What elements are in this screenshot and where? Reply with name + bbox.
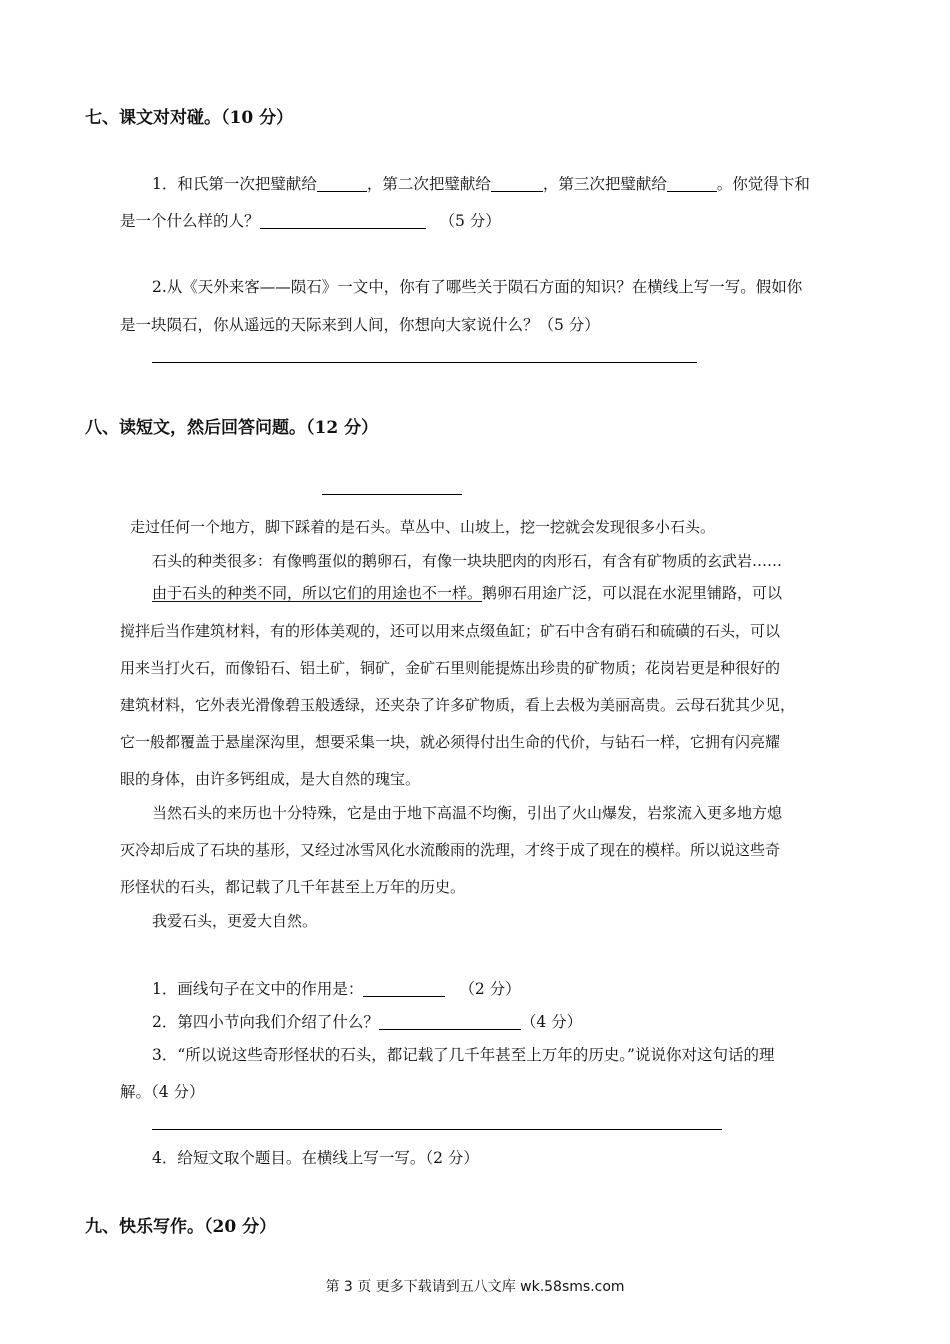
blank-sentence-role[interactable]	[363, 981, 445, 998]
s7-q2-line1: 2.从《天外来客——陨石》一文中，你有了哪些关于陨石方面的知识？在横线上写一写。假如你	[152, 278, 803, 296]
passage-paragraph-3-line2: 搅拌后当作建筑材料，有的形体美观的，还可以用来点缀鱼缸；矿石中含有硝石和硫磺的石头，可以	[120, 622, 781, 640]
passage-paragraph-3-line4: 建筑材料，它外表光滑像碧玉般透绿，还夹杂了许多矿物质，看上去极为美丽高贵。云母石犹其少见，	[120, 696, 796, 714]
passage-paragraph-3-line5: 它一般都覆盖于悬崖深沟里，想要采集一块，就必须得付出生命的代价，与钻石一样，它拥有闪亮耀	[120, 733, 781, 751]
s7-q2-line2: 是一块陨石，你从遥远的天际来到人间，你想向大家说什么？（5 分）	[120, 316, 600, 334]
s8-q1-text: 1．画线句子在文中的作用是：	[152, 980, 364, 998]
s7-q2-answer-line[interactable]	[152, 362, 697, 363]
passage-title-line[interactable]	[322, 494, 462, 495]
s8-q1	[152, 977, 521, 999]
s8-q2	[152, 1010, 582, 1032]
section8-heading: 八、读短文，然后回答问题。（12 分）	[85, 418, 379, 438]
underlined-sentence: 由于石头的种类不同，所以它们的用途也不一样。	[152, 584, 483, 602]
passage-paragraph-5: 我爱石头，更爱大自然。	[152, 912, 318, 930]
passage-paragraph-3-line3: 用来当打火石，而像铅石、铝土矿，铜矿，金矿石里则能提炼出珍贵的矿物质；花岗岩更是种很好的	[120, 659, 781, 677]
s8-q2-text: 2．第四小节向我们介绍了什么？	[152, 1013, 379, 1031]
s8-q4: 4．给短文取个题目。在横线上写一写。（2 分）	[152, 1149, 479, 1167]
section9-heading: 九、快乐写作。（20 分）	[85, 1217, 277, 1237]
page-footer: 第 3 页 更多下载请到五八文库 wk.58sms.com	[325, 1279, 625, 1295]
s7-q1-part-a: 1．和氏第一次把璧献给	[152, 175, 317, 193]
s8-q2-score: （4 分）	[520, 1013, 583, 1031]
passage-paragraph-3-line6: 眼的身体，由许多钙组成，是大自然的瑰宝。	[120, 770, 421, 788]
passage-p3-rest: 鹅卵石用途广泛，可以混在水泥里铺路，可以	[482, 584, 783, 602]
passage-paragraph-4-line3: 形怪状的石头，都记载了几千年甚至上万年的历史。	[120, 878, 466, 896]
passage-paragraph-3-line1	[152, 582, 782, 603]
s8-q1-score: （2 分）	[459, 980, 521, 998]
s7-q1-part-e: 是一个什么样的人？	[120, 212, 260, 230]
blank-first-recipient[interactable]	[317, 176, 367, 193]
section7-heading: 七、课文对对碰。（10 分）	[85, 108, 294, 128]
s8-q3-line1: 3．“所以说这些奇形怪状的石头，都记载了几千年甚至上万年的历史。”说说你对这句话的理	[152, 1046, 775, 1064]
s7-q1-part-c: ，第三次把璧献给	[542, 175, 667, 193]
passage-paragraph-4-line1: 当然石头的来历也十分特殊，它是由于地下高温不均衡，引出了火山爆发，岩浆流入更多地方熄	[152, 804, 783, 822]
blank-bianhe-character[interactable]	[260, 213, 426, 230]
s7-q1-part-d: 。你觉得卞和	[716, 175, 810, 193]
s7-q1-line2	[120, 209, 501, 231]
s8-q3-line2: 解。（4 分）	[120, 1083, 205, 1101]
passage-paragraph-1: 走过任何一个地方，脚下踩着的是石头。草丛中、山坡上，挖一挖就会发现很多小石头。	[130, 518, 716, 536]
blank-third-recipient[interactable]	[667, 176, 717, 193]
passage-paragraph-4-line2: 灭冷却后成了石块的基形，又经过冰雪风化水流酸雨的洗理，才终于成了现在的模样。所以说这些奇	[120, 841, 781, 859]
s7-q1-score: （5 分）	[439, 212, 501, 230]
passage-paragraph-2: 石头的种类很多：有像鸭蛋似的鹅卵石，有像一块块肥肉的肉形石，有含有矿物质的玄武岩……	[152, 552, 783, 570]
blank-fourth-paragraph[interactable]	[379, 1014, 521, 1031]
s8-q3-answer-line[interactable]	[152, 1129, 722, 1130]
blank-second-recipient[interactable]	[491, 176, 543, 193]
s7-q1-part-b: ，第二次把璧献给	[366, 175, 491, 193]
s7-q1-line1	[152, 172, 810, 194]
